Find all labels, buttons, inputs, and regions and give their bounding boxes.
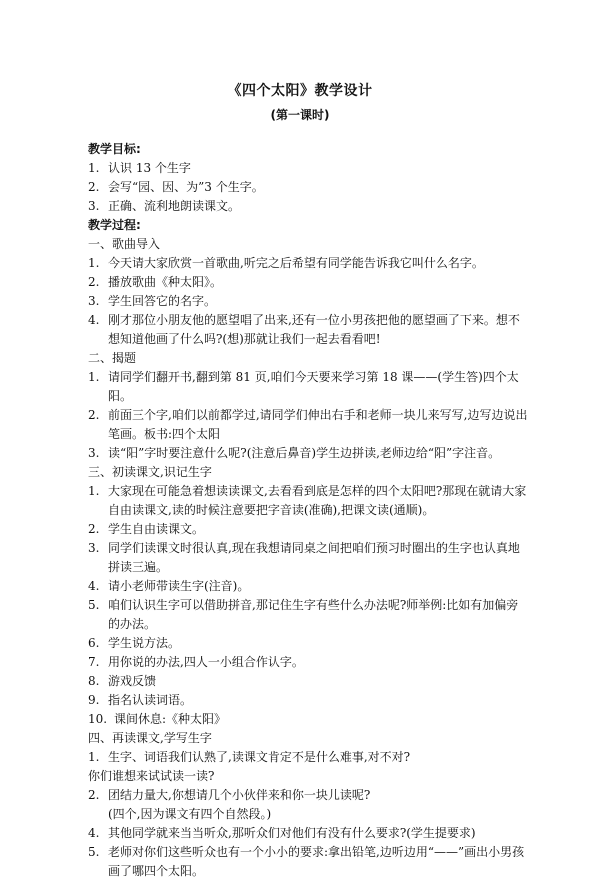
section-title: 三、初读课文,识记生字 xyxy=(88,465,212,479)
goals-heading: 教学目标: xyxy=(88,142,141,156)
goal-item xyxy=(88,178,528,197)
step-text: 游戏反馈 xyxy=(108,674,157,688)
step-item xyxy=(88,273,528,292)
step-text: 学生自由读课文。 xyxy=(108,522,205,536)
step-item xyxy=(88,520,528,539)
page-subtitle: (第一课时) xyxy=(270,108,330,122)
step-number: 4. xyxy=(88,313,100,327)
step-text: 课间休息:《种太阳》 xyxy=(114,712,227,726)
step-number: 10. xyxy=(88,712,108,726)
step-number: 8. xyxy=(88,674,100,688)
step-item xyxy=(88,368,528,406)
section-title: 四、再读课文,学写生字 xyxy=(88,731,212,745)
goal-text: 认识 13 个生字 xyxy=(108,161,191,175)
step-item xyxy=(88,634,528,653)
step-item xyxy=(88,710,528,729)
step-item xyxy=(88,824,528,843)
step-item xyxy=(88,444,528,463)
goal-text: 会写“园、因、为”3 个生字。 xyxy=(108,180,264,194)
step-number: 1. xyxy=(88,484,100,498)
step-number: 2. xyxy=(88,522,100,536)
step-item xyxy=(88,539,528,577)
step-number: 4. xyxy=(88,579,100,593)
step-note: (四个,因为课文有四个自然段。) xyxy=(108,807,272,821)
step-number: 1. xyxy=(88,370,100,384)
step-item xyxy=(88,843,528,881)
step-number: 9. xyxy=(88,693,100,707)
step-item xyxy=(88,311,528,349)
step-number: 5. xyxy=(88,845,100,859)
step-item xyxy=(88,672,528,691)
step-text: 播放歌曲《种太阳》。 xyxy=(108,275,223,289)
step-item xyxy=(88,786,528,805)
step-number: 5. xyxy=(88,598,100,612)
goal-text: 正确、流利地朗读课文。 xyxy=(108,199,241,213)
step-text: 学生说方法。 xyxy=(108,636,181,650)
step-text: 用你说的办法,四人一小组合作认字。 xyxy=(108,655,304,669)
goal-number: 3. xyxy=(88,199,100,213)
goal-number: 1. xyxy=(88,161,100,175)
step-text: 咱们认识生字可以借助拼音,那记住生字有些什么办法呢?师举例:比如有加偏旁的办法。 xyxy=(108,598,519,631)
step-number: 3. xyxy=(88,541,100,555)
goal-item xyxy=(88,197,528,216)
step-number: 1. xyxy=(88,256,100,270)
step-text: 指名认读词语。 xyxy=(108,693,193,707)
step-item xyxy=(88,691,528,710)
step-number: 1. xyxy=(88,750,100,764)
document-body xyxy=(88,140,528,881)
step-text: 前面三个字,咱们以前都学过,请同学们伸出右手和老师一块儿来写写,边写边说出笔画。板书:四个太阳 xyxy=(108,408,528,441)
page-title: 《四个太阳》教学设计 xyxy=(227,83,373,99)
step-number: 7. xyxy=(88,655,100,669)
step-text: 刚才那位小朋友他的愿望唱了出来,还有一位小男孩把他的愿望画了下来。想不想知道他画了什么吗?(想)那就让我们一起去看看吧! xyxy=(108,313,520,346)
step-text: 请同学们翻开书,翻到第 81 页,咱们今天要来学习第 18 课——(学生答)四个太阳。 xyxy=(108,370,519,403)
step-text: 读“阳”字时要注意什么呢?(注意后鼻音)学生边拼读,老师边给“阳”字注音。 xyxy=(108,446,501,460)
step-continuation: 你们谁想来试试读一读? xyxy=(88,769,215,783)
step-number: 2. xyxy=(88,275,100,289)
step-text: 大家现在可能急着想读读课文,去看看到底是怎样的四个太阳吧?那现在就请大家自由读课文,读的时候注意要把字音读(准确),把课文读(通顺)。 xyxy=(108,484,527,517)
section-title: 二、揭题 xyxy=(88,351,137,365)
step-text: 请小老师带读生字(注音)。 xyxy=(108,579,250,593)
goal-item xyxy=(88,159,528,178)
step-item xyxy=(88,748,528,767)
step-item xyxy=(88,482,528,520)
step-text: 老师对你们这些听众也有一个小小的要求:拿出铅笔,边听边用“——”画出小男孩画了哪四个太阳。 xyxy=(108,845,525,878)
step-text: 团结力量大,你想请几个小伙伴来和你一块儿读呢? xyxy=(108,788,371,802)
step-number: 4. xyxy=(88,826,100,840)
step-text: 其他同学就来当当听众,那听众们对他们有没有什么要求?(学生提要求) xyxy=(108,826,476,840)
section-title: 一、歌曲导入 xyxy=(88,237,161,251)
step-number: 6. xyxy=(88,636,100,650)
step-text: 今天请大家欣赏一首歌曲,听完之后希望有同学能告诉我它叫什么名字。 xyxy=(108,256,484,270)
step-text: 同学们读课文时很认真,现在我想请同桌之间把咱们预习时圈出的生字也认真地拼读三遍。 xyxy=(108,541,520,574)
step-item xyxy=(88,406,528,444)
step-number: 3. xyxy=(88,446,100,460)
process-heading: 教学过程: xyxy=(88,218,141,232)
step-item xyxy=(88,653,528,672)
step-item xyxy=(88,577,528,596)
step-item xyxy=(88,254,528,273)
step-number: 3. xyxy=(88,294,100,308)
step-number: 2. xyxy=(88,408,100,422)
goal-number: 2. xyxy=(88,180,100,194)
step-text: 学生回答它的名字。 xyxy=(108,294,217,308)
step-item xyxy=(88,596,528,634)
step-number: 2. xyxy=(88,788,100,802)
step-item xyxy=(88,292,528,311)
step-text: 生字、词语我们认熟了,读课文肯定不是什么难事,对不对? xyxy=(108,750,411,764)
